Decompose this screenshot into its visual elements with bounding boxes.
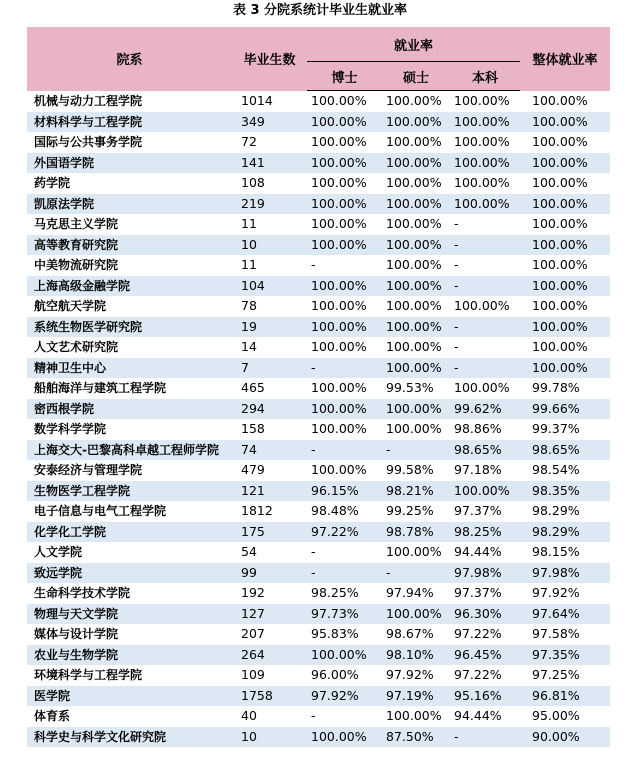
- table-row: [27, 727, 610, 748]
- grads-cell: 10: [232, 235, 307, 256]
- bachelor-rate-cell: 97.37%: [454, 503, 502, 518]
- master-rate-cell: 100.00%: [382, 235, 450, 256]
- overall-rate-cell: 100.00%: [532, 175, 588, 190]
- bachelor-rate-cell: 96.30%: [450, 604, 520, 625]
- phd-rate-cell: 100.00%: [311, 421, 367, 436]
- dept-cell: 密西根学院: [27, 399, 232, 420]
- table-row: [27, 645, 610, 666]
- dept-cell: 体育系: [34, 709, 71, 723]
- dept-cell: 航空航天学院: [34, 299, 107, 313]
- overall-rate-cell: 98.15%: [532, 544, 580, 559]
- master-rate-cell: 97.92%: [386, 667, 434, 682]
- dept-cell: 机械与动力工程学院: [34, 93, 143, 108]
- overall-rate-cell: 97.92%: [532, 585, 580, 600]
- master-rate-cell: 100.00%: [386, 544, 442, 559]
- master-rate-cell: 100.00%: [386, 134, 442, 149]
- phd-rate-cell: 97.22%: [307, 522, 382, 543]
- header-overall: 整体就业率: [520, 27, 610, 91]
- master-rate-cell: 100.00%: [382, 358, 450, 379]
- grads-cell: 11: [241, 216, 257, 231]
- phd-rate-cell: -: [311, 544, 316, 559]
- grads-cell: 349: [232, 112, 307, 133]
- master-rate-cell: 97.19%: [382, 686, 450, 707]
- phd-rate-cell: 100.00%: [311, 339, 367, 354]
- dept-cell: 数学科学学院: [34, 422, 107, 436]
- grads-cell: 99: [232, 563, 307, 584]
- grads-cell: 74: [232, 440, 307, 461]
- bachelor-rate-cell: 100.00%: [450, 194, 520, 215]
- dept-cell: 药学院: [34, 176, 71, 190]
- dept-cell: 媒体与设计学院: [34, 627, 119, 641]
- dept-cell: 生命科学技术学院: [34, 586, 131, 600]
- master-rate-cell: 100.00%: [382, 276, 450, 297]
- dept-cell: 国际与公共事务学院: [34, 135, 143, 149]
- bachelor-rate-cell: -: [454, 216, 459, 231]
- overall-rate-cell: 100.00%: [532, 92, 588, 108]
- dept-cell: 科学史与科学文化研究院: [27, 727, 232, 748]
- grads-cell: 108: [241, 175, 265, 190]
- phd-rate-cell: 98.48%: [311, 503, 359, 518]
- phd-rate-cell: 100.00%: [311, 175, 367, 190]
- overall-rate-cell: 100.00%: [532, 216, 588, 231]
- phd-rate-cell: 100.00%: [307, 112, 382, 133]
- grads-cell: 192: [241, 585, 265, 600]
- dept-cell: 船舶海洋与建筑工程学院: [34, 381, 167, 395]
- dept-cell: 人文艺术研究院: [34, 340, 119, 354]
- table-row: [27, 419, 610, 440]
- overall-rate-cell: 100.00%: [532, 298, 588, 313]
- header-phd: 博士: [307, 62, 382, 91]
- grads-cell: 141: [232, 153, 307, 174]
- phd-rate-cell: 98.25%: [311, 585, 359, 600]
- overall-rate-cell: 100.00%: [520, 112, 610, 133]
- employment-rate-table: [27, 27, 610, 747]
- table-row: [27, 501, 610, 522]
- master-rate-cell: -: [382, 563, 450, 584]
- overall-rate-cell: 98.35%: [520, 481, 610, 502]
- bachelor-rate-cell: 100.00%: [454, 380, 510, 395]
- master-rate-cell: 100.00%: [382, 112, 450, 133]
- dept-cell: 上海高级金融学院: [27, 276, 232, 297]
- dept-cell: 高等教育研究院: [27, 235, 232, 256]
- overall-rate-cell: 90.00%: [520, 727, 610, 748]
- table-row: [27, 522, 610, 543]
- dept-cell: 物理与天文学院: [27, 604, 232, 625]
- master-rate-cell: 100.00%: [382, 194, 450, 215]
- bachelor-rate-cell: -: [450, 317, 520, 338]
- dept-cell: 电子信息与电气工程学院: [34, 504, 167, 518]
- table-row: [27, 337, 610, 358]
- master-rate-cell: 99.25%: [386, 503, 434, 518]
- master-rate-cell: 98.67%: [386, 626, 434, 641]
- table-row: [27, 317, 610, 338]
- table-row: [27, 460, 610, 481]
- table-row: [27, 604, 610, 625]
- grads-cell: 1014: [241, 92, 273, 108]
- bachelor-rate-cell: 97.22%: [454, 667, 502, 682]
- phd-rate-cell: 100.00%: [311, 134, 367, 149]
- overall-rate-cell: 100.00%: [532, 134, 588, 149]
- master-rate-cell: 99.58%: [386, 462, 434, 477]
- phd-rate-cell: 95.83%: [311, 626, 359, 641]
- header-dept: 院系: [27, 27, 232, 91]
- table-row: [27, 235, 610, 256]
- bachelor-rate-cell: -: [450, 358, 520, 379]
- table-row: [27, 440, 610, 461]
- overall-rate-cell: 100.00%: [520, 358, 610, 379]
- master-rate-cell: 98.10%: [382, 645, 450, 666]
- overall-rate-cell: 99.66%: [520, 399, 610, 420]
- grads-cell: 78: [241, 298, 257, 313]
- dept-cell: 上海交大-巴黎高科卓越工程师学院: [27, 440, 232, 461]
- master-rate-cell: 100.00%: [386, 257, 442, 272]
- table-row: [27, 481, 610, 502]
- bachelor-rate-cell: 100.00%: [454, 175, 510, 190]
- overall-rate-cell: 98.54%: [532, 462, 580, 477]
- bachelor-rate-cell: -: [450, 727, 520, 748]
- table-row: [27, 296, 610, 317]
- phd-rate-cell: 97.92%: [307, 686, 382, 707]
- dept-cell: 中美物流研究院: [34, 258, 119, 272]
- phd-rate-cell: -: [307, 358, 382, 379]
- phd-rate-cell: 100.00%: [307, 194, 382, 215]
- grads-cell: 1812: [241, 503, 273, 518]
- phd-rate-cell: 96.15%: [307, 481, 382, 502]
- phd-rate-cell: 100.00%: [311, 298, 367, 313]
- grads-cell: 54: [241, 544, 257, 559]
- table-row: [27, 399, 610, 420]
- grads-cell: 19: [232, 317, 307, 338]
- phd-rate-cell: 100.00%: [307, 727, 382, 748]
- bachelor-rate-cell: 97.18%: [454, 462, 502, 477]
- phd-rate-cell: 100.00%: [311, 380, 367, 395]
- grads-cell: 175: [232, 522, 307, 543]
- phd-rate-cell: 100.00%: [311, 216, 367, 231]
- overall-rate-cell: 98.29%: [520, 522, 610, 543]
- table-row: [27, 276, 610, 297]
- grads-cell: 479: [241, 462, 265, 477]
- dept-cell: 环境科学与工程学院: [34, 668, 143, 682]
- bachelor-rate-cell: -: [450, 235, 520, 256]
- bachelor-rate-cell: 97.98%: [450, 563, 520, 584]
- bachelor-rate-cell: 97.37%: [454, 585, 502, 600]
- phd-rate-cell: 100.00%: [307, 317, 382, 338]
- phd-rate-cell: -: [311, 257, 316, 272]
- master-rate-cell: 100.00%: [386, 216, 442, 231]
- phd-rate-cell: -: [307, 563, 382, 584]
- table-row: [27, 214, 610, 235]
- master-rate-cell: 100.00%: [386, 339, 442, 354]
- table-row: [27, 624, 610, 645]
- bachelor-rate-cell: 98.25%: [450, 522, 520, 543]
- bachelor-rate-cell: 94.44%: [454, 544, 502, 559]
- grads-cell: 104: [232, 276, 307, 297]
- overall-rate-cell: 97.25%: [532, 667, 580, 682]
- grads-cell: 121: [232, 481, 307, 502]
- overall-rate-cell: 95.00%: [532, 708, 580, 723]
- grads-cell: 14: [241, 339, 257, 354]
- phd-rate-cell: 97.73%: [307, 604, 382, 625]
- bachelor-rate-cell: 100.00%: [454, 93, 510, 108]
- phd-rate-cell: 100.00%: [307, 153, 382, 174]
- table-body: [27, 91, 610, 748]
- table-row: [27, 194, 610, 215]
- dept-cell: 化学化工学院: [27, 522, 232, 543]
- dept-cell: 系统生物医学研究院: [27, 317, 232, 338]
- bachelor-rate-cell: -: [454, 257, 459, 272]
- dept-cell: 凯原法学院: [27, 194, 232, 215]
- dept-cell: 人文学院: [34, 545, 83, 559]
- master-rate-cell: 100.00%: [382, 153, 450, 174]
- master-rate-cell: 100.00%: [386, 93, 442, 108]
- overall-rate-cell: 96.81%: [520, 686, 610, 707]
- table-row: [27, 358, 610, 379]
- header-rate-group: 就业率: [307, 27, 520, 62]
- dept-cell: 医学院: [27, 686, 232, 707]
- master-rate-cell: 100.00%: [386, 421, 442, 436]
- phd-rate-cell: 100.00%: [307, 276, 382, 297]
- table-row: [27, 686, 610, 707]
- dept-cell: 农业与生物学院: [27, 645, 232, 666]
- overall-rate-cell: 100.00%: [520, 235, 610, 256]
- table-row: [27, 255, 610, 276]
- overall-rate-cell: 97.64%: [520, 604, 610, 625]
- table-row: [27, 112, 610, 133]
- grads-cell: 11: [241, 257, 257, 272]
- master-rate-cell: 98.21%: [382, 481, 450, 502]
- grads-cell: 158: [241, 421, 265, 436]
- table-row: [27, 91, 610, 112]
- dept-cell: 生物医学工程学院: [27, 481, 232, 502]
- bachelor-rate-cell: -: [454, 339, 459, 354]
- header-master: 硕士: [382, 62, 450, 91]
- master-rate-cell: 100.00%: [386, 298, 442, 313]
- table-row: [27, 542, 610, 563]
- master-rate-cell: 99.53%: [386, 380, 434, 395]
- table-row: [27, 153, 610, 174]
- table-row: [27, 706, 610, 727]
- bachelor-rate-cell: 100.00%: [450, 481, 520, 502]
- dept-cell: 马克思主义学院: [34, 217, 119, 231]
- master-rate-cell: 100.00%: [386, 708, 442, 723]
- master-rate-cell: 100.00%: [386, 175, 442, 190]
- header-bachelor: 本科: [450, 62, 520, 91]
- master-rate-cell: 97.94%: [386, 585, 434, 600]
- overall-rate-cell: 98.65%: [520, 440, 610, 461]
- bachelor-rate-cell: -: [450, 276, 520, 297]
- grads-cell: 207: [241, 626, 265, 641]
- master-rate-cell: -: [382, 440, 450, 461]
- overall-rate-cell: 100.00%: [520, 276, 610, 297]
- phd-rate-cell: 100.00%: [307, 645, 382, 666]
- phd-rate-cell: -: [307, 440, 382, 461]
- grads-cell: 109: [241, 667, 265, 682]
- bachelor-rate-cell: 100.00%: [450, 153, 520, 174]
- bachelor-rate-cell: 97.22%: [454, 626, 502, 641]
- overall-rate-cell: 100.00%: [532, 339, 588, 354]
- master-rate-cell: 100.00%: [382, 317, 450, 338]
- phd-rate-cell: -: [311, 708, 316, 723]
- table-row: [27, 132, 610, 153]
- table-header: [27, 27, 610, 91]
- grads-cell: 264: [232, 645, 307, 666]
- bachelor-rate-cell: 99.62%: [450, 399, 520, 420]
- dept-cell: 外国语学院: [27, 153, 232, 174]
- overall-rate-cell: 98.29%: [532, 503, 580, 518]
- overall-rate-cell: 100.00%: [520, 194, 610, 215]
- grads-cell: 127: [232, 604, 307, 625]
- master-rate-cell: 100.00%: [382, 399, 450, 420]
- bachelor-rate-cell: 98.86%: [454, 421, 502, 436]
- table-row: [27, 378, 610, 399]
- phd-rate-cell: 100.00%: [307, 399, 382, 420]
- dept-cell: 致远学院: [27, 563, 232, 584]
- phd-rate-cell: 100.00%: [311, 93, 367, 108]
- phd-rate-cell: 100.00%: [311, 462, 367, 477]
- table-row: [27, 665, 610, 686]
- grads-cell: 7: [232, 358, 307, 379]
- table-caption: 表 3 分院系统计毕业生就业率: [232, 3, 408, 18]
- bachelor-rate-cell: 100.00%: [450, 112, 520, 133]
- master-rate-cell: 98.78%: [382, 522, 450, 543]
- table-row: [27, 173, 610, 194]
- table-row: [27, 583, 610, 604]
- master-rate-cell: 87.50%: [382, 727, 450, 748]
- overall-rate-cell: 97.98%: [520, 563, 610, 584]
- grads-cell: 10: [232, 727, 307, 748]
- table-row: [27, 563, 610, 584]
- overall-rate-cell: 100.00%: [520, 317, 610, 338]
- overall-rate-cell: 100.00%: [520, 153, 610, 174]
- grads-cell: 40: [241, 708, 257, 723]
- master-rate-cell: 100.00%: [382, 604, 450, 625]
- grads-cell: 294: [232, 399, 307, 420]
- overall-rate-cell: 99.78%: [532, 380, 580, 395]
- bachelor-rate-cell: 94.44%: [454, 708, 502, 723]
- dept-cell: 材料科学与工程学院: [27, 112, 232, 133]
- overall-rate-cell: 97.58%: [532, 626, 580, 641]
- bachelor-rate-cell: 96.45%: [450, 645, 520, 666]
- dept-cell: 精神卫生中心: [27, 358, 232, 379]
- bachelor-rate-cell: 100.00%: [454, 298, 510, 313]
- grads-cell: 465: [241, 380, 265, 395]
- grads-cell: 1758: [232, 686, 307, 707]
- phd-rate-cell: 100.00%: [307, 235, 382, 256]
- overall-rate-cell: 97.35%: [520, 645, 610, 666]
- dept-cell: 安泰经济与管理学院: [34, 463, 143, 477]
- grads-cell: 72: [241, 134, 257, 149]
- grads-cell: 219: [232, 194, 307, 215]
- phd-rate-cell: 96.00%: [311, 667, 359, 682]
- header-grads: 毕业生数: [232, 27, 307, 91]
- bachelor-rate-cell: 100.00%: [454, 134, 510, 149]
- bachelor-rate-cell: 98.65%: [450, 440, 520, 461]
- overall-rate-cell: 99.37%: [532, 421, 580, 436]
- overall-rate-cell: 100.00%: [532, 257, 588, 272]
- bachelor-rate-cell: 95.16%: [450, 686, 520, 707]
